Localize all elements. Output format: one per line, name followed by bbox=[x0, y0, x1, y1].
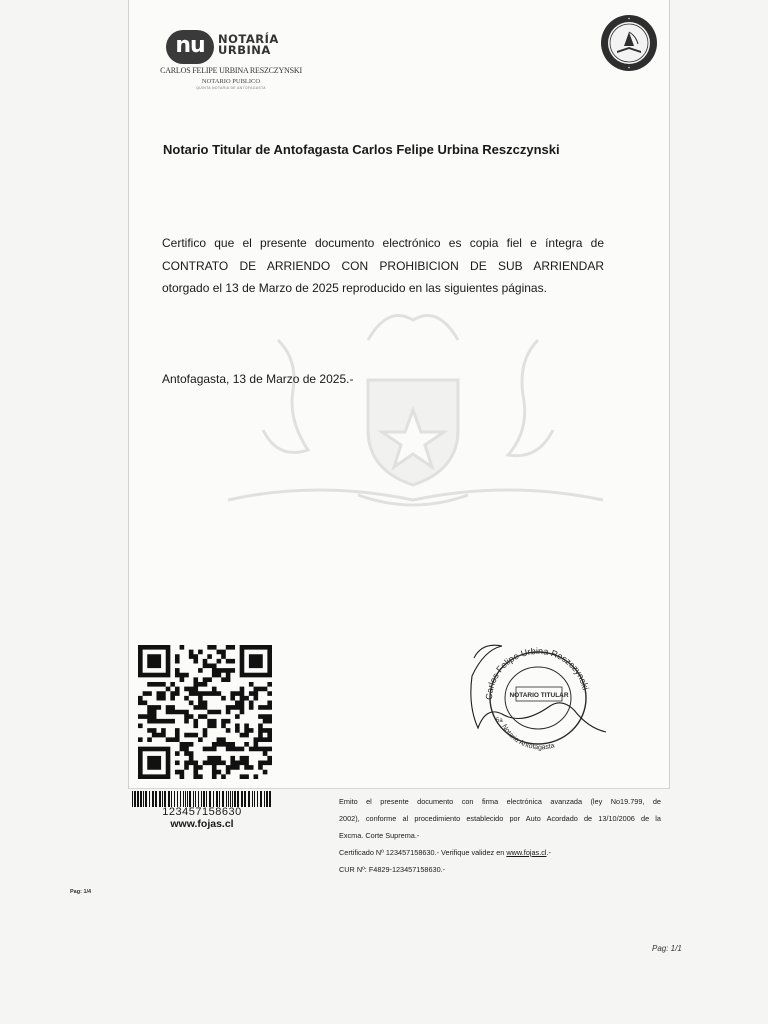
notary-subtitle: QUINTA NOTARIA DE ANTOFAGASTA bbox=[196, 86, 266, 90]
esign-line-1: Emito el presente documento con firma electrónica avanzada (ley No19.799, de bbox=[339, 797, 661, 806]
certification-line-3: otorgado el 13 de Marzo de 2025 reproducido en las siguientes páginas. bbox=[162, 281, 547, 295]
esign-line-2: 2002), conforme al procedimiento establecido por Auto Acordado de 13/10/2006 de la bbox=[339, 814, 661, 823]
logo-word-line1: NOTARÍA bbox=[218, 32, 279, 46]
barcode-website: www.fojas.cl bbox=[170, 818, 234, 830]
stamp-bottom-text: Notaria Antofagasta bbox=[500, 723, 556, 752]
notary-stamp bbox=[462, 636, 612, 754]
coat-of-arms-watermark bbox=[218, 300, 608, 550]
esignature-statement bbox=[339, 793, 661, 878]
certification-line-1: Certifico que el presente documento electrónico es copia fiel e íntegra de bbox=[162, 236, 604, 250]
stamp-center-text: NOTARIO TITULAR bbox=[509, 692, 569, 699]
logo-word-line2: URBINA bbox=[218, 43, 271, 57]
notary-name: CARLOS FELIPE URBINA RESZCZYNSKI bbox=[160, 66, 302, 75]
certification-text bbox=[162, 232, 604, 300]
stamp-prefix: 5a bbox=[496, 718, 503, 724]
place-and-date: Antofagasta, 13 de Marzo de 2025.- bbox=[162, 372, 354, 386]
barcode-number: 123457158630 bbox=[162, 806, 242, 818]
esign-line-4 bbox=[339, 844, 661, 861]
notary-logo bbox=[156, 28, 306, 92]
qr-finder-pattern bbox=[240, 645, 272, 677]
barcode bbox=[132, 791, 272, 807]
qr-finder-pattern bbox=[138, 645, 170, 677]
stamp-ring-text: Carlos Felipe Urbina Reszczynski bbox=[483, 645, 591, 701]
qr-finder-pattern bbox=[138, 747, 170, 779]
esign-line-3: Excma. Corte Suprema.- bbox=[339, 831, 420, 840]
notary-seal-icon bbox=[600, 14, 658, 72]
logo-mark: nu bbox=[166, 30, 214, 64]
logo-wordmark bbox=[218, 34, 279, 56]
esign-certificate-suffix: .- bbox=[546, 848, 551, 857]
page-number-left: Pag: 1/4 bbox=[70, 889, 92, 895]
notary-role: NOTARIO PUBLICO bbox=[201, 78, 261, 85]
qr-code bbox=[138, 645, 272, 779]
certification-line-2: CONTRATO DE ARRIENDO CON PROHIBICION DE SUB ARRIENDAR bbox=[162, 258, 604, 273]
esign-line-5: CUR Nº: F4829-123457158630.- bbox=[339, 865, 446, 874]
fojas-link[interactable]: www.fojas.cl bbox=[506, 848, 547, 857]
esign-certificate-text: Certificado Nº 123457158630.- Verifique validez en bbox=[339, 848, 507, 857]
document-heading: Notario Titular de Antofagasta Carlos Felipe Urbina Reszczynski bbox=[163, 142, 560, 157]
page-number-right: Pag: 1/1 bbox=[652, 944, 682, 953]
